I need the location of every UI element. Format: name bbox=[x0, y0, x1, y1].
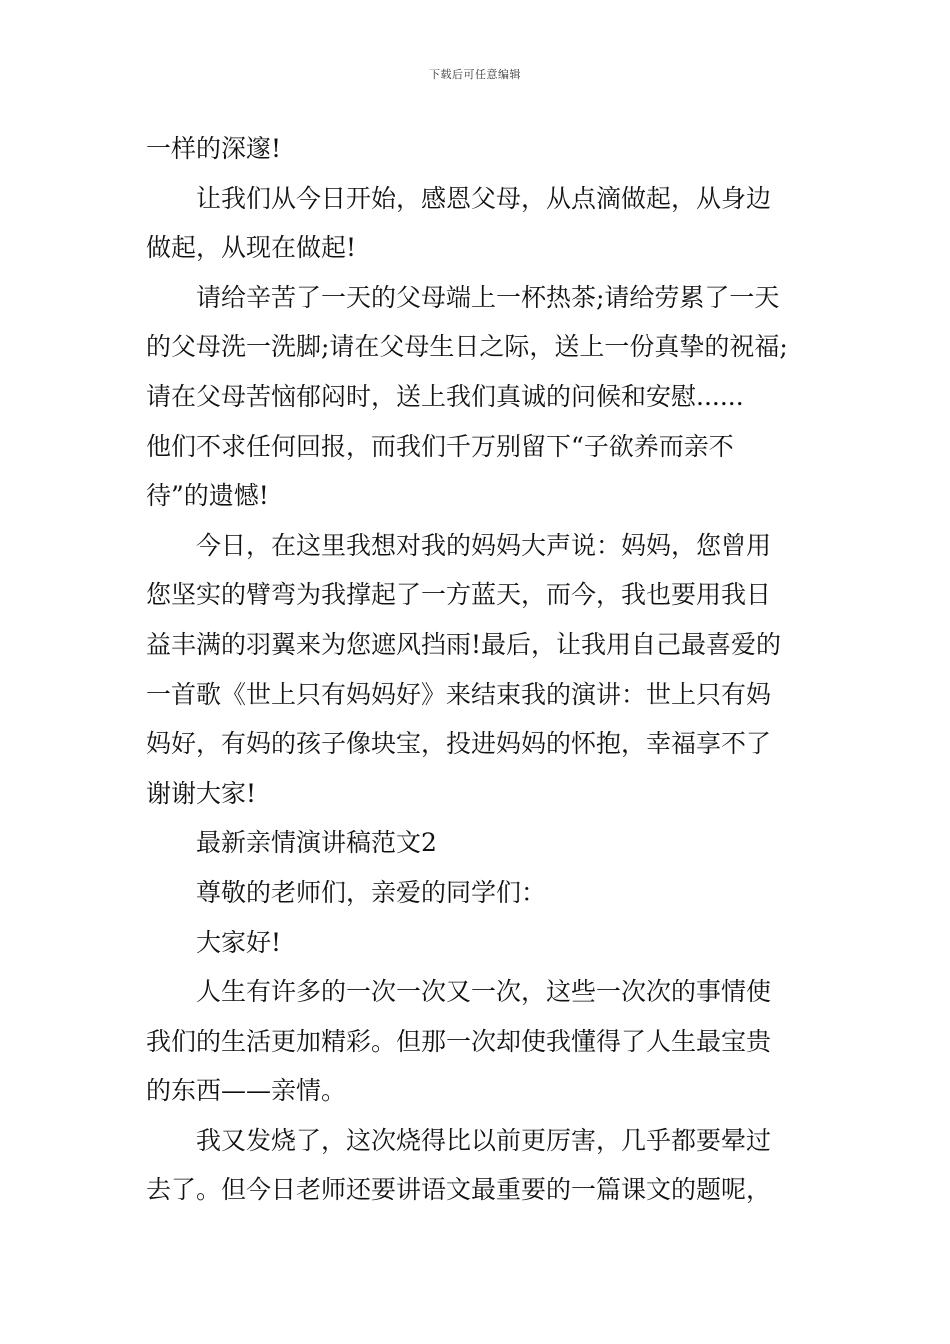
text-line: 去了。但今日老师还要讲语文最重要的一篇课文的题呢， bbox=[146, 1175, 772, 1205]
text-line: 一首歌《世上只有妈妈好》来结束我的演讲：世上只有妈 bbox=[146, 679, 772, 709]
text-line: 他们不求任何回报，而我们千万别留下“子欲养而亲不 bbox=[146, 431, 734, 461]
text-line: 今日，在这里我想对我的妈妈大声说：妈妈，您曾用 bbox=[196, 530, 772, 560]
text-line: 我又发烧了，这次烧得比以前更厉害，几乎都要晕过 bbox=[196, 1125, 772, 1155]
text-line: 妈好，有妈的孩子像块宝，投进妈妈的怀抱，幸福享不了 bbox=[146, 729, 772, 759]
text-line: 最新亲情演讲稿范文2 bbox=[196, 828, 437, 858]
document-body bbox=[146, 124, 810, 1215]
text-line: 尊敬的老师们，亲爱的同学们： bbox=[196, 877, 547, 907]
text-line: 我们的生活更加精彩。但那一次却使我懂得了人生最宝贵 bbox=[146, 1026, 772, 1056]
text-line: 谢谢大家! bbox=[146, 778, 257, 808]
text-line: 做起，从现在做起! bbox=[146, 233, 357, 263]
text-line: 人生有许多的一次一次又一次，这些一次次的事情使 bbox=[196, 977, 772, 1007]
text-line: 的东西——亲情。 bbox=[146, 1076, 347, 1106]
text-line: 请在父母苦恼郁闷时，送上我们真诚的问候和安慰...... bbox=[146, 381, 744, 411]
text-line: 益丰满的羽翼来为您遮风挡雨!最后，让我用自己最喜爱的 bbox=[146, 629, 782, 659]
text-line: 请给辛苦了一天的父母端上一杯热茶;请给劳累了一天 bbox=[196, 282, 780, 312]
page-header: 下载后可任意编辑 bbox=[429, 68, 521, 81]
text-line: 一样的深邃! bbox=[146, 134, 282, 163]
text-line: 待”的遗憾! bbox=[146, 481, 269, 511]
text-line: 大家好! bbox=[196, 927, 282, 957]
text-line: 的父母洗一洗脚;请在父母生日之际，送上一份真挚的祝福; bbox=[146, 332, 788, 362]
text-line: 让我们从今日开始，感恩父母，从点滴做起，从身边 bbox=[196, 183, 772, 213]
text-line: 您坚实的臂弯为我撑起了一方蓝天，而今，我也要用我日 bbox=[146, 580, 772, 610]
